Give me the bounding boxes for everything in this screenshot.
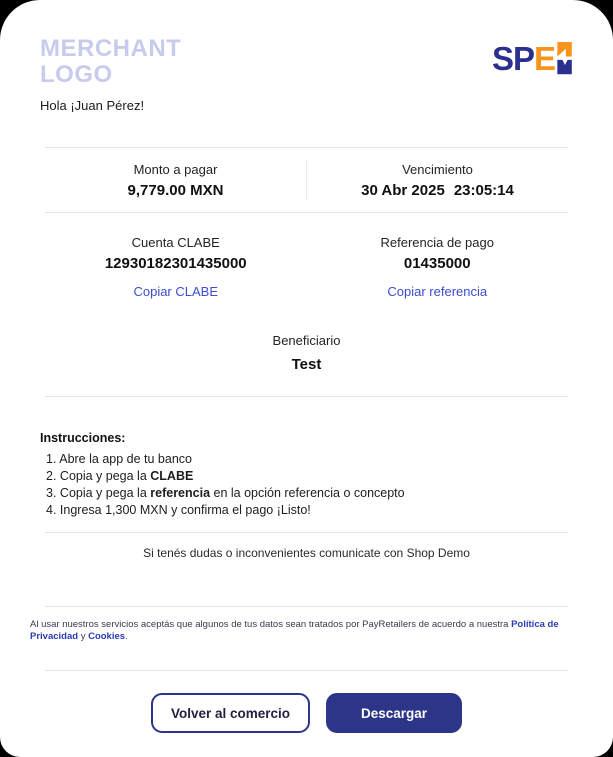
reference-block	[307, 213, 569, 301]
amount-block	[45, 148, 306, 212]
instruction-item: 4. Ingresa 1,300 MXN y confirma el pago ¡Listo!	[46, 503, 311, 517]
greeting-text: Hola ¡Juan Pérez!	[40, 98, 145, 113]
spei-logo-sp-text: SP	[491, 40, 534, 77]
instruction-item: 2. Copia y pega la CLABE	[46, 469, 194, 483]
amount-value: 9,779.00 MXN	[127, 182, 224, 199]
divider	[45, 606, 568, 607]
divider	[45, 532, 568, 533]
instructions-section	[40, 431, 573, 519]
cookies-link[interactable]: Cookies	[88, 631, 126, 642]
spei-i-mark-icon	[557, 42, 573, 76]
copy-clabe-link[interactable]: Copiar CLABE	[133, 284, 219, 299]
expiration-label: Vencimiento	[402, 162, 473, 177]
expiration-date: 30 Abr 2025	[361, 182, 445, 199]
copy-reference-link[interactable]: Copiar referencia	[387, 284, 488, 299]
instructions-list	[40, 451, 573, 519]
beneficiary-label: Beneficiario	[272, 333, 341, 348]
beneficiary-value: Test	[291, 356, 322, 373]
action-buttons-row	[0, 693, 613, 733]
spei-logo	[492, 42, 573, 76]
merchant-logo-line2: LOGO	[40, 61, 113, 88]
divider	[45, 396, 568, 397]
spei-logo-e-text: E	[533, 40, 555, 77]
merchant-logo	[40, 36, 181, 88]
divider	[45, 670, 568, 671]
expiration-block	[307, 148, 568, 212]
reference-label: Referencia de pago	[380, 235, 494, 250]
clabe-label: Cuenta CLABE	[131, 235, 220, 250]
instructions-title: Instrucciones:	[40, 431, 126, 445]
clabe-block	[45, 213, 307, 301]
back-to-merchant-button[interactable]: Volver al comercio	[151, 693, 310, 733]
header	[0, 0, 613, 88]
merchant-logo-line1: MERCHANT	[40, 35, 182, 62]
support-text: Si tenés dudas o inconvenientes comunicate con Shop Demo	[143, 546, 470, 560]
amount-label: Monto a pagar	[133, 162, 218, 177]
instruction-item: 3. Copia y pega la referencia en la opción referencia o concepto	[46, 486, 405, 500]
legal-text: Al usar nuestros servicios aceptás que algunos de tus datos sean tratados por PayRetailers de acuerdo a nuestra Política de Privacidad y Cookies.	[30, 619, 559, 642]
instruction-item: 1. Abre la app de tu banco	[46, 452, 192, 466]
expiration-time: 23:05:14	[453, 182, 514, 199]
download-button[interactable]: Descargar	[326, 693, 462, 733]
legal-text-body: Al usar nuestros servicios aceptás que algunos de tus datos sean tratados por PayRetailers de acuerdo a nuestra	[30, 619, 512, 630]
clabe-reference-row	[45, 213, 568, 301]
amount-expiration-row	[45, 148, 568, 212]
reference-value: 01435000	[403, 255, 471, 272]
beneficiary-block	[0, 333, 613, 373]
clabe-value: 12930182301435000	[104, 255, 247, 272]
expiration-value	[307, 182, 568, 199]
privacy-policy-link[interactable]: Política de Privacidad	[30, 619, 559, 642]
